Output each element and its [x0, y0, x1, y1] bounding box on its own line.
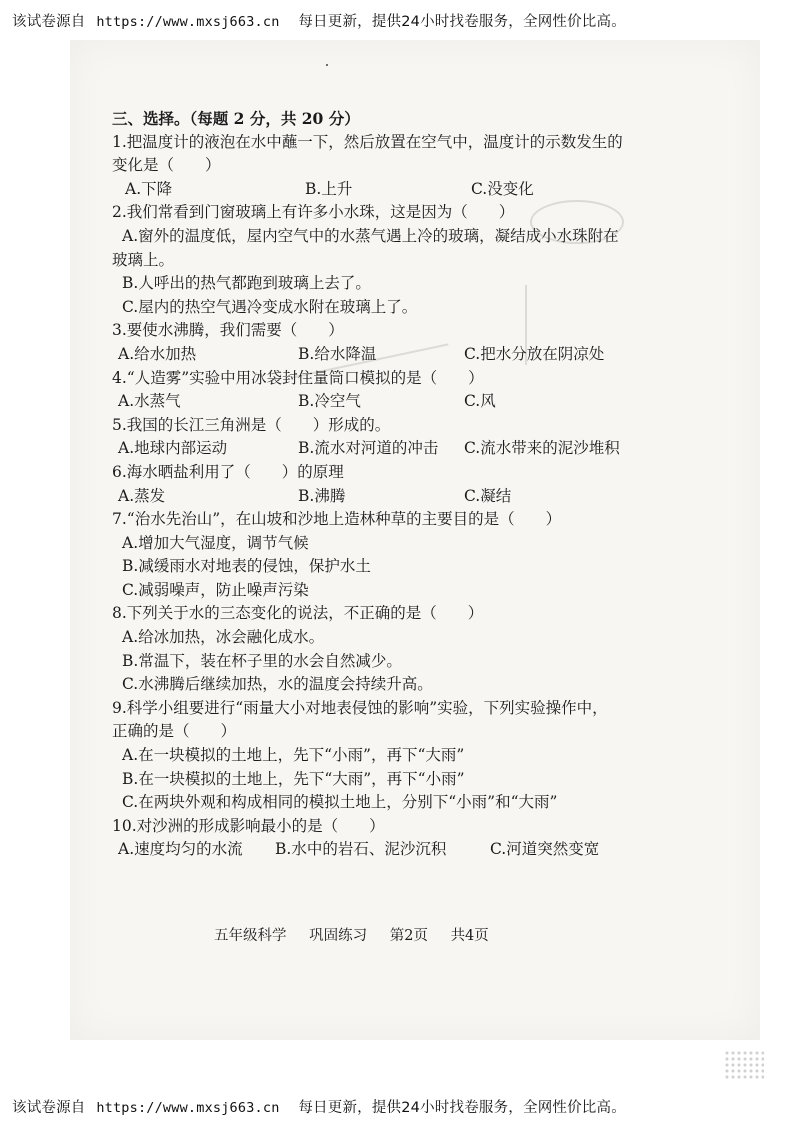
question-text: 5.我国的长江三角洲是（ ）形成的。: [112, 415, 391, 434]
option-c[interactable]: C.水沸腾后继续加热，水的温度会持续升高。: [122, 675, 433, 694]
banner-slogan: 每日更新，提供24小时找卷服务，全网性价比高。: [298, 1100, 626, 1116]
question-text: 1.把温度计的液泡在水中蘸一下，然后放置在空气中，温度计的示数发生的: [112, 132, 623, 151]
question-text: 正确的是（ ）: [112, 722, 237, 741]
option-b[interactable]: B.流水对河道的冲击: [298, 439, 439, 458]
question-text: 3.要使水沸腾，我们需要（ ）: [112, 321, 344, 340]
option-b[interactable]: B.上升: [305, 179, 353, 198]
question-text: 4.“人造雾”实验中用冰袋封住量筒口模拟的是（ ）: [112, 368, 484, 387]
option-row: [112, 485, 652, 509]
banner-slogan: 每日更新，提供24小时找卷服务，全网性价比高。: [298, 14, 626, 30]
option-row: [112, 390, 652, 414]
option-a[interactable]: A.增加大气湿度，调节气候: [122, 533, 309, 552]
question-7: [112, 508, 652, 602]
option-a[interactable]: A.地球内部运动: [118, 439, 228, 458]
question-text: 8.下列关于水的三态变化的说法，不正确的是（ ）: [112, 604, 484, 623]
option-c[interactable]: C.河道突然变宽: [490, 840, 600, 859]
option-b[interactable]: B.减缓雨水对地表的侵蚀，保护水土: [122, 557, 371, 576]
option-b[interactable]: B.给水降温: [298, 344, 377, 363]
option-row: [112, 178, 652, 202]
question-text: 变化是（ ）: [112, 156, 221, 175]
footer-subject: 五年级科学: [214, 928, 287, 944]
bottom-banner: [12, 1096, 626, 1117]
option-a[interactable]: A.窗外的温度低，屋内空气中的水蒸气遇上冷的玻璃，凝结成小水珠附在: [122, 226, 619, 245]
banner-site: 该试卷源自: [12, 14, 86, 30]
option-c[interactable]: C.凝结: [464, 486, 512, 505]
question-5: [112, 414, 652, 461]
question-text: 10.对沙洲的形成影响最小的是（ ）: [112, 816, 385, 835]
option-a[interactable]: A.下降: [125, 179, 173, 198]
option-row: [112, 437, 652, 461]
option-c[interactable]: C.减弱噪声，防止噪声污染: [122, 580, 309, 599]
scan-dot: [326, 64, 328, 66]
option-b[interactable]: B.沸腾: [298, 486, 346, 505]
option-b[interactable]: B.冷空气: [298, 392, 361, 411]
option-a[interactable]: A.水蒸气: [118, 392, 181, 411]
option-a[interactable]: A.给水加热: [118, 344, 197, 363]
question-6: [112, 461, 652, 508]
option-c[interactable]: C.风: [464, 392, 496, 411]
question-text: 9.科学小组要进行“雨量大小对地表侵蚀的影响”实验，下列实验操作中，: [112, 698, 608, 717]
question-1: [112, 131, 652, 202]
question-text: 6.海水晒盐利用了（ ）的原理: [112, 462, 344, 481]
option-a[interactable]: A.蒸发: [118, 486, 166, 505]
option-c[interactable]: C.屋内的热空气遇冷变成水附在玻璃上了。: [122, 297, 418, 316]
option-a[interactable]: A.在一块模拟的土地上，先下“小雨”，再下“大雨”: [122, 746, 465, 765]
option-row: [112, 838, 652, 862]
footer-type: 巩固练习: [309, 928, 368, 944]
question-text: 2.我们常看到门窗玻璃上有许多小水珠，这是因为（ ）: [112, 203, 515, 222]
option-row: [112, 343, 652, 367]
scan-speckle: [724, 1050, 764, 1080]
banner-url[interactable]: https://www.mxsj663.cn: [96, 14, 280, 30]
option-a-continued: 玻璃上。: [112, 250, 175, 269]
option-c[interactable]: C.在两块外观和构成相同的模拟土地上，分别下“小雨”和“大雨”: [122, 793, 558, 812]
section-title: 三、选择。（每题 2 分，共 20 分）: [112, 109, 360, 128]
footer-page: 第2页: [389, 928, 428, 944]
option-b[interactable]: B.在一块模拟的土地上，先下“大雨”，再下“小雨”: [122, 769, 465, 788]
question-9: [112, 697, 652, 815]
question-2: [112, 201, 652, 319]
option-c[interactable]: C.流水带来的泥沙堆积: [464, 439, 620, 458]
option-b[interactable]: B.人呼出的热气都跑到玻璃上去了。: [122, 274, 371, 293]
question-10: [112, 815, 652, 862]
option-c[interactable]: C.把水分放在阴凉处: [464, 344, 605, 363]
option-a[interactable]: A.速度均匀的水流: [118, 840, 243, 859]
option-c[interactable]: C.没变化: [471, 179, 534, 198]
option-b[interactable]: B.常温下，装在杯子里的水会自然减少。: [122, 651, 402, 670]
question-section: [112, 107, 652, 862]
banner-site: 该试卷源自: [12, 1100, 86, 1116]
option-a[interactable]: A.给冰加热，冰会融化成水。: [122, 628, 325, 647]
question-text: 7.“治水先治山”，在山坡和沙地上造林种草的主要目的是（ ）: [112, 510, 562, 529]
top-banner: [12, 10, 626, 31]
question-4: [112, 367, 652, 414]
question-8: [112, 602, 652, 696]
banner-url[interactable]: https://www.mxsj663.cn: [96, 1100, 280, 1116]
footer-total: 共4页: [450, 928, 489, 944]
page-footer: [214, 924, 507, 945]
option-b[interactable]: B.水中的岩石、泥沙沉积: [275, 840, 447, 859]
question-3: [112, 319, 652, 366]
